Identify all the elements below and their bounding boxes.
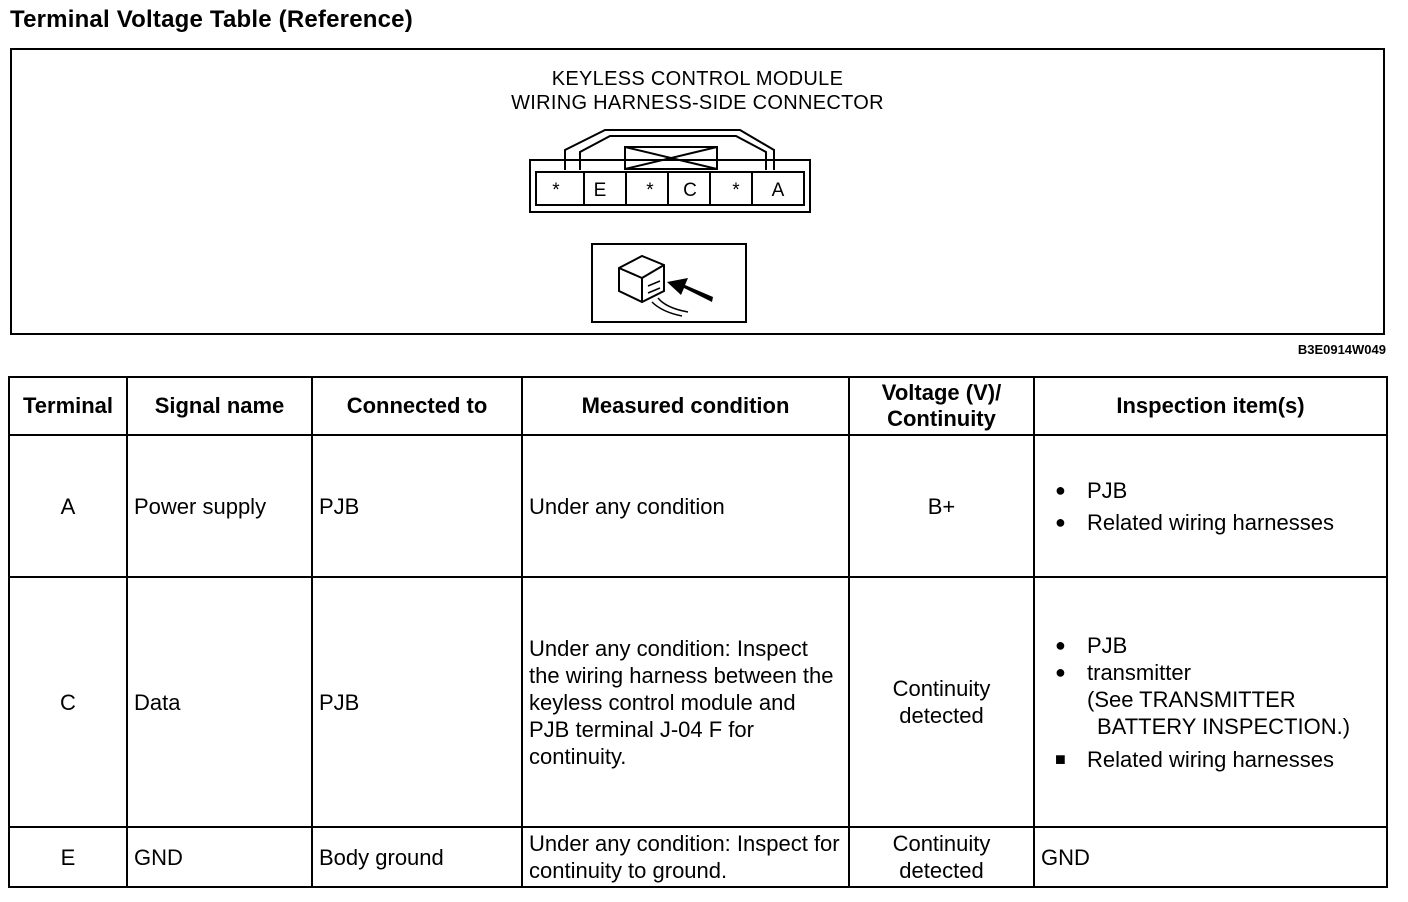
cell-measured-condition: Under any condition: Inspect for continuity to ground.: [522, 827, 849, 887]
inspection-note-line2: BATTERY INSPECTION.): [1097, 713, 1351, 739]
bullet-icon: ●: [1055, 634, 1066, 655]
bullet-icon: ■: [1055, 748, 1066, 769]
cell-inspection: [1034, 577, 1387, 827]
cell-signal-name: Power supply: [127, 435, 312, 577]
cell-connected-to: Body ground: [312, 827, 522, 887]
header-voltage-line1: Voltage (V)/: [881, 380, 1002, 405]
connector-pin-3: *: [646, 180, 654, 201]
header-connected-to: Connected to: [312, 377, 522, 435]
cell-measured-condition: Under any condition: [522, 435, 849, 577]
connector-diagram: [12, 50, 1383, 333]
cell-connected-to: PJB: [312, 435, 522, 577]
figure-heading-line2: WIRING HARNESS-SIDE CONNECTOR: [511, 92, 884, 114]
page-title: Terminal Voltage Table (Reference): [10, 6, 413, 33]
cell-terminal: A: [9, 435, 127, 577]
header-voltage-line2: Continuity: [887, 406, 996, 431]
connector-pin-e: E: [593, 180, 607, 201]
header-measured-condition: Measured condition: [522, 377, 849, 435]
header-voltage-continuity: [849, 377, 1034, 435]
harness-side-view-icon: [592, 244, 746, 322]
connector-pin-5: *: [732, 180, 740, 201]
cell-voltage: Continuity detected: [849, 827, 1034, 887]
connector-pin-a: A: [771, 180, 785, 201]
header-signal-name: Signal name: [127, 377, 312, 435]
figure-code: B3E0914W049: [1297, 342, 1386, 357]
connector-figure: [10, 48, 1385, 335]
list-item: ● PJB: [1055, 477, 1128, 503]
connector-pin-c: C: [683, 180, 697, 201]
list-item: ● PJB: [1055, 632, 1128, 658]
terminal-voltage-table: [8, 376, 1388, 888]
table-row: [9, 827, 1387, 887]
connector-pin-1: *: [552, 180, 560, 201]
cell-inspection: [1034, 435, 1387, 577]
cell-terminal: C: [9, 577, 127, 827]
cell-signal-name: Data: [127, 577, 312, 827]
cell-connected-to: PJB: [312, 577, 522, 827]
header-inspection-items: Inspection item(s): [1034, 377, 1387, 435]
table-row: [9, 435, 1387, 577]
table-row: [9, 577, 1387, 827]
bullet-icon: ●: [1055, 511, 1066, 532]
inspection-note-line1: (See TRANSMITTER: [1087, 686, 1296, 712]
cell-signal-name: GND: [127, 827, 312, 887]
cell-measured-condition: Under any condition: Inspect the wiring harness between the keyless control module and PJB terminal J-04 F for continuity.: [522, 577, 849, 827]
cell-voltage: B+: [849, 435, 1034, 577]
list-item: ● Related wiring harnesses: [1055, 509, 1335, 535]
cell-voltage: Continuity detected: [849, 577, 1034, 827]
bullet-icon: ●: [1055, 479, 1066, 500]
cell-terminal: E: [9, 827, 127, 887]
list-item: ● transmitter: [1055, 659, 1191, 685]
table-header-row: [9, 377, 1387, 435]
header-terminal: Terminal: [9, 377, 127, 435]
cell-inspection: GND: [1034, 827, 1387, 887]
list-item: ■ Related wiring harnesses: [1055, 746, 1335, 772]
bullet-icon: ●: [1055, 661, 1066, 682]
figure-heading-line1: KEYLESS CONTROL MODULE: [551, 68, 844, 90]
